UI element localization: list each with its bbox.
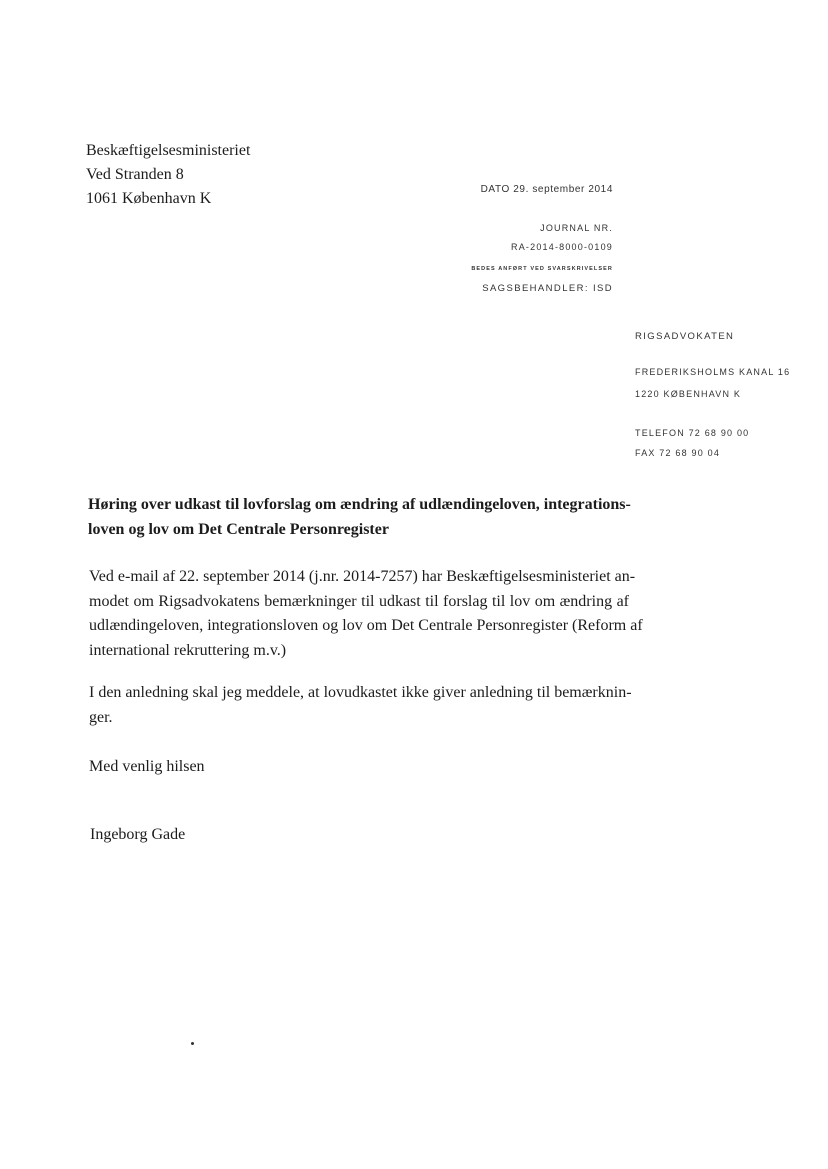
letter-date: DATO 29. september 2014 bbox=[480, 184, 613, 195]
scan-speck bbox=[191, 1042, 194, 1045]
subject-line: Høring over udkast til lovforslag om ændring af udlændingeloven, integrations- bbox=[88, 496, 631, 513]
body-paragraph bbox=[89, 681, 632, 730]
journal-notice: BEDES ANFØRT VED SVARSKRIVELSER bbox=[471, 266, 613, 272]
paragraph-line: international rekruttering m.v.) bbox=[89, 641, 287, 659]
sender-city: 1220 KØBENHAVN K bbox=[635, 389, 742, 399]
recipient-street: Ved Stranden 8 bbox=[86, 166, 184, 183]
closing-greeting: Med venlig hilsen bbox=[89, 758, 205, 775]
recipient-address bbox=[86, 139, 250, 211]
paragraph-line: Ved e-mail af 22. september 2014 (j.nr. 2014-7257) har Beskæftigelsesministeriet an- bbox=[89, 568, 636, 585]
body-paragraph bbox=[89, 565, 643, 663]
journal-label: JOURNAL NR. bbox=[540, 223, 613, 233]
sender-fax: FAX 72 68 90 04 bbox=[635, 448, 721, 458]
subject-heading bbox=[88, 492, 631, 542]
caseworker: SAGSBEHANDLER: ISD bbox=[482, 283, 613, 294]
sender-street: FREDERIKSHOLMS KANAL 16 bbox=[635, 367, 791, 377]
recipient-name: Beskæftigelsesministeriet bbox=[86, 142, 251, 159]
signature-name: Ingeborg Gade bbox=[90, 826, 186, 843]
journal-number: RA-2014-8000-0109 bbox=[511, 242, 613, 252]
sender-phone: TELEFON 72 68 90 00 bbox=[635, 428, 750, 438]
paragraph-line: I den anledning skal jeg meddele, at lovudkastet ikke giver anledning til bemærknin- bbox=[89, 684, 632, 701]
paragraph-line: udlændingeloven, integrationsloven og lov om Det Centrale Personregister (Reform af bbox=[89, 617, 643, 634]
sender-name: RIGSADVOKATEN bbox=[635, 331, 735, 342]
paragraph-line: modet om Rigsadvokatens bemærkninger til udkast til forslag til lov om ændring af bbox=[89, 592, 629, 610]
recipient-city: 1061 København K bbox=[86, 190, 212, 207]
paragraph-line: ger. bbox=[89, 708, 113, 726]
subject-line: loven og lov om Det Centrale Personregister bbox=[88, 521, 389, 538]
